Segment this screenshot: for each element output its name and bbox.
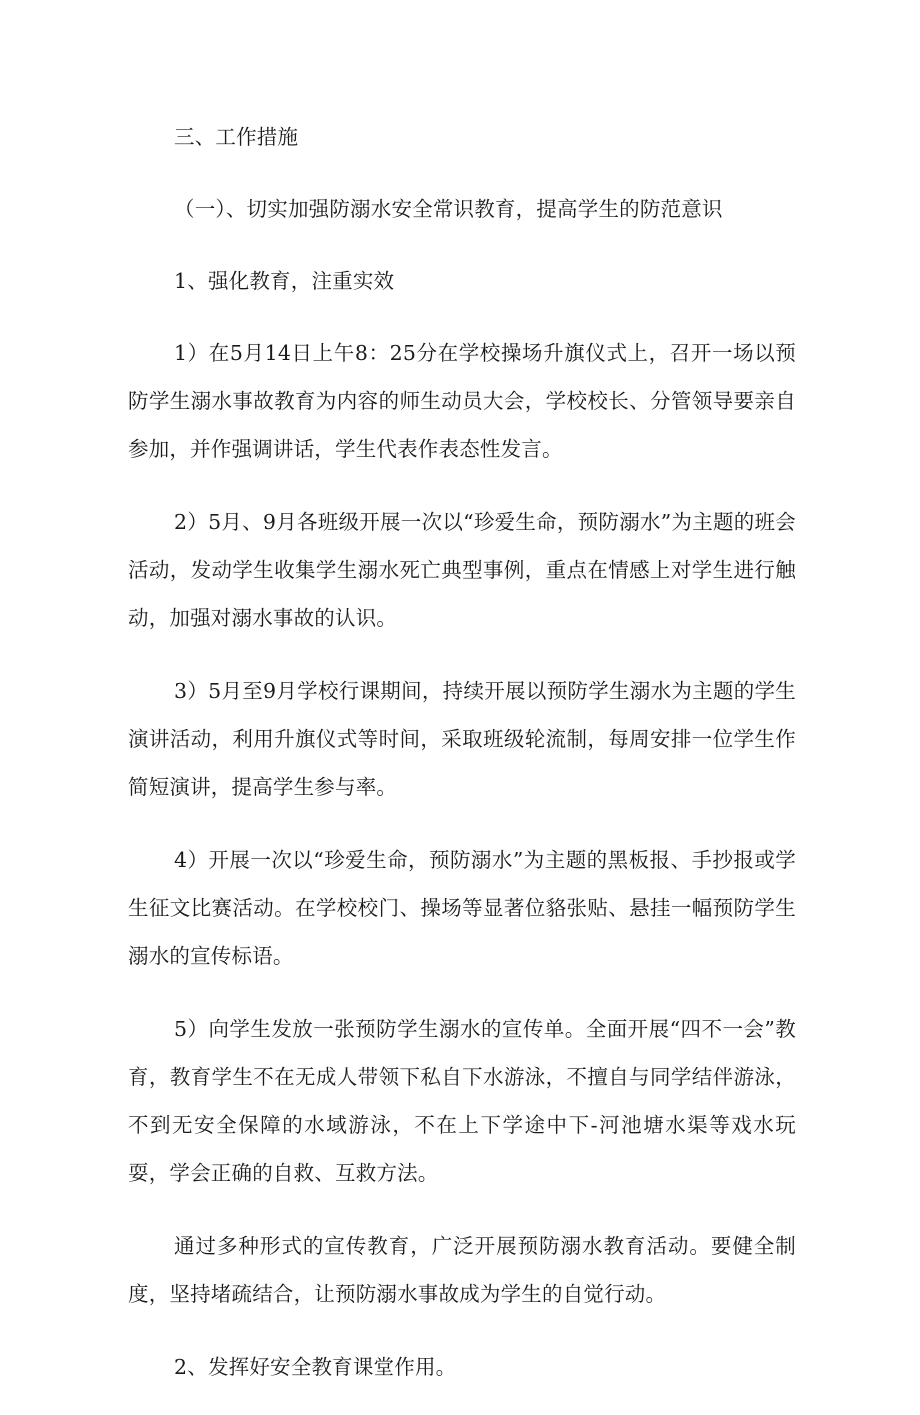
paragraph-3: 3）5月至9月学校行课期间，持续开展以预防学生溺水为主题的学生演讲活动，利用升旗仪式等时间，采取班级轮流制，每周安排一位学生作简短演讲，提高学生参与率。	[128, 679, 796, 799]
subsection-heading: （一）、切实加强防溺水安全常识教育，提高学生的防范意识	[174, 197, 723, 221]
summary-paragraph: 通过多种形式的宣传教育，广泛开展预防溺水教育活动。要健全制度，坚持堵疏结合，让预防溺水事故成为学生的自觉行动。	[128, 1234, 796, 1306]
item-heading-2: 2、发挥好安全教育课堂作用。	[174, 1355, 457, 1379]
paragraph-1: 1）在5月14日上午8：25分在学校操场升旗仪式上，召开一场以预防学生溺水事故教育为内容的师生动员大会，学校校长、分管领导要亲自参加，并作强调讲话，学生代表作表态性发言。	[128, 341, 796, 461]
paragraph-2: 2）5月、9月各班级开展一次以“珍爱生命，预防溺水”为主题的班会活动，发动学生收集学生溺水死亡典型事例，重点在情感上对学生进行触动，加强对溺水事故的认识。	[128, 510, 796, 630]
paragraph-4: 4）开展一次以“珍爱生命，预防溺水”为主题的黑板报、手抄报或学生征文比赛活动。在学校校门、操场等显著位貉张贴、悬挂一幅预防学生溺水的宣传标语。	[128, 848, 796, 968]
paragraph-5: 5）向学生发放一张预防学生溺水的宣传单。全面开展“四不一会”教育，教育学生不在无成人带领下私自下水游泳，不擅自与同学结伴游泳，不到无安全保障的水域游泳，不在上下学途中下-河池塘水渠等戏水玩耍，学会正确的自救、互救方法。	[128, 1017, 796, 1185]
document-body	[128, 113, 796, 1415]
section-heading: 三、工作措施	[174, 125, 299, 149]
item-heading: 1、强化教育，注重实效	[174, 269, 395, 293]
